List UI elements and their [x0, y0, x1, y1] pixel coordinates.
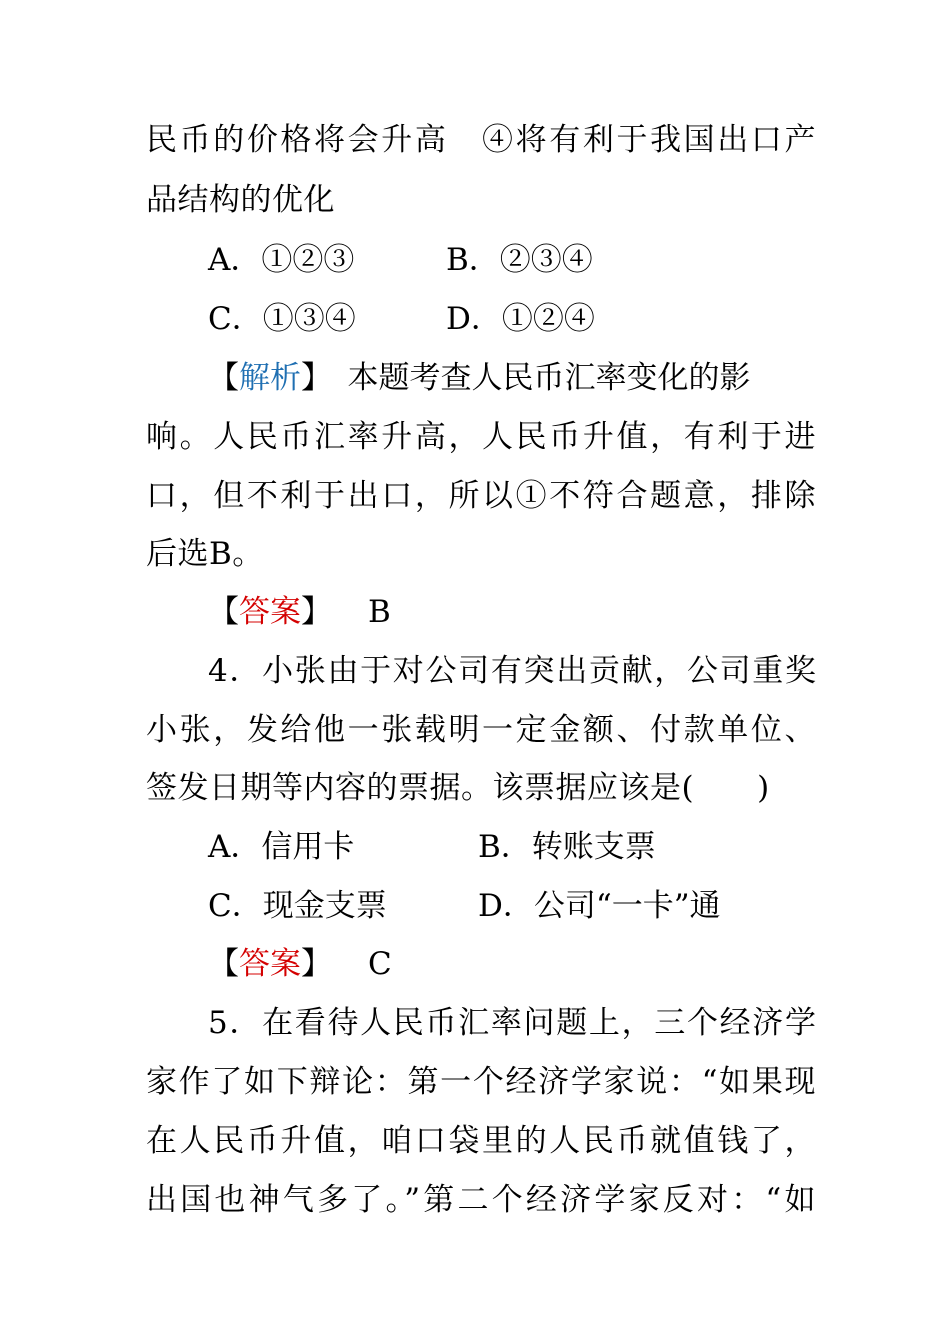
- q3-analysis-line-1: 【解析】 本题考查人民币汇率变化的影: [208, 360, 751, 396]
- q4-stem-line-3: 签发日期等内容的票据。该票据应该是( ): [146, 770, 770, 806]
- q4-option-d: D．公司“一卡”通: [478, 888, 721, 924]
- q3-option-b: B．②③④: [446, 242, 593, 278]
- q5-stem-line-4: 出国也神气多了。”第二个经济学家反对：“如: [146, 1182, 816, 1218]
- q3-stem-line-1: 民币的价格将会升高 ④将有利于我国出口产: [146, 122, 816, 158]
- q4-answer-value: C: [368, 946, 392, 982]
- q4-option-b: B．转账支票: [478, 829, 656, 865]
- q3-analysis-line-4: 后选B。: [146, 536, 264, 572]
- q3-analysis-line-3: 口，但不利于出口，所以①不符合题意，排除: [146, 478, 816, 514]
- q4-option-c: C．现金支票: [208, 888, 387, 924]
- answer-label: 答案: [239, 594, 301, 630]
- q3-analysis-line-2: 响。人民币汇率升高，人民币升值，有利于进: [146, 419, 816, 455]
- q4-stem-line-2: 小张，发给他一张载明一定金额、付款单位、: [146, 712, 816, 748]
- analysis-label: 解析: [239, 360, 301, 396]
- q3-answer-line: 【答案】 B: [208, 594, 391, 630]
- q5-stem-line-1: 5．在看待人民币汇率问题上，三个经济学: [208, 1005, 816, 1041]
- q4-stem-line-1: 4．小张由于对公司有突出贡献，公司重奖: [208, 653, 816, 689]
- answer-label: 答案: [239, 946, 301, 982]
- q3-option-d: D．①②④: [446, 301, 595, 337]
- q3-analysis-text-1: 本题考查人民币汇率变化的影: [316, 360, 751, 396]
- q3-option-c: C．①③④: [208, 301, 356, 337]
- q4-option-a: A．信用卡: [208, 829, 355, 865]
- q3-answer-value: B: [368, 594, 391, 630]
- q3-option-a: A．①②③: [208, 242, 355, 278]
- q3-stem-line-2: 品结构的优化: [146, 182, 335, 218]
- q5-stem-line-3: 在人民币升值，咱口袋里的人民币就值钱了，: [146, 1123, 816, 1159]
- q4-answer-line: 【答案】 C: [208, 946, 392, 982]
- q5-stem-line-2: 家作了如下辩论：第一个经济学家说：“如果现: [146, 1064, 816, 1100]
